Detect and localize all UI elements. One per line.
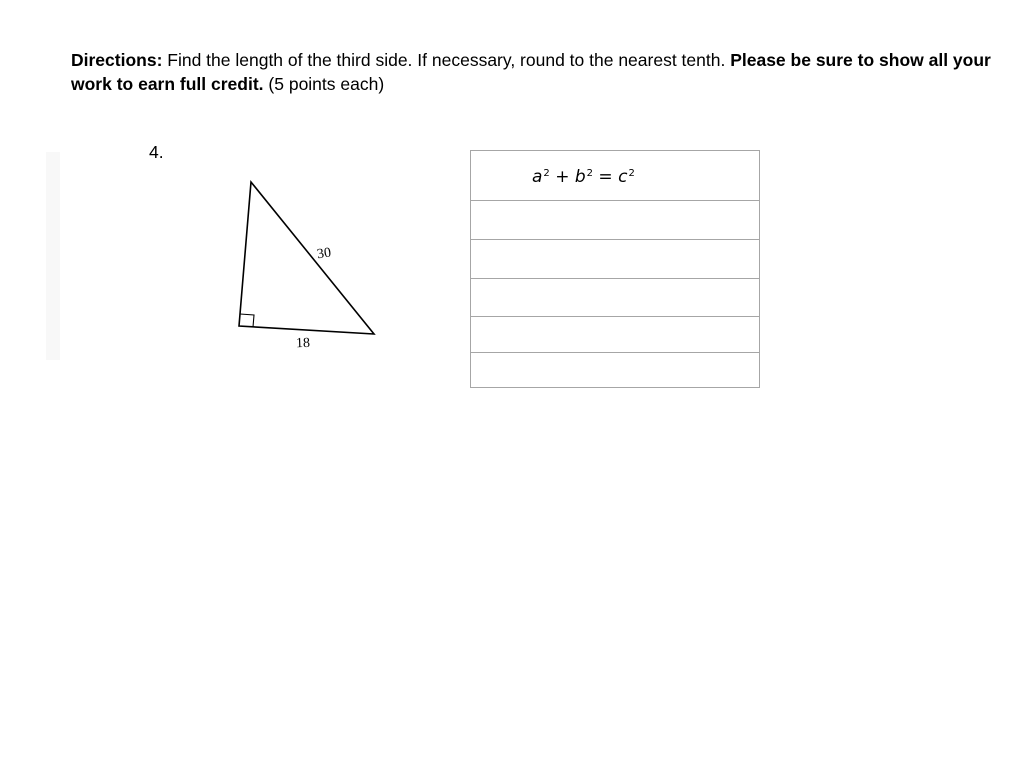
formula-c: c [618, 167, 628, 187]
formula-plus: + [549, 167, 575, 187]
directions-paragraph [71, 48, 1011, 96]
formula-a-exponent: 2 [543, 168, 550, 179]
formula-c-exponent: 2 [628, 168, 635, 179]
formula-b: b [574, 167, 586, 187]
directions-label: Directions: [71, 50, 163, 70]
work-row-5[interactable] [471, 353, 760, 388]
pythagorean-formula [532, 163, 759, 188]
work-row-4[interactable] [471, 317, 760, 353]
hypotenuse-label: 30 [316, 245, 333, 263]
formula-cell[interactable] [471, 151, 760, 201]
triangle-figure [220, 170, 400, 360]
right-triangle-diagram [220, 170, 400, 360]
work-row-1[interactable] [471, 201, 760, 240]
directions-emphasis: Please be sure to show all your work to earn full credit. [71, 50, 991, 94]
scan-margin-strip [46, 152, 60, 360]
formula-row [471, 151, 760, 201]
directions-text: Find the length of the third side. If necessary, round to the nearest tenth. [162, 50, 731, 70]
right-angle-marker [240, 314, 254, 327]
problem-number: 4. [149, 142, 164, 162]
leg-label: 18 [295, 335, 311, 352]
formula-a: a [532, 167, 543, 187]
work-row-3[interactable] [471, 279, 760, 317]
formula-equals: = [593, 167, 619, 187]
triangle-outline [239, 182, 374, 334]
formula-b-exponent: 2 [586, 168, 594, 179]
directions-points: (5 points each) [263, 74, 385, 94]
work-row-2[interactable] [471, 240, 760, 279]
work-table [470, 150, 760, 388]
